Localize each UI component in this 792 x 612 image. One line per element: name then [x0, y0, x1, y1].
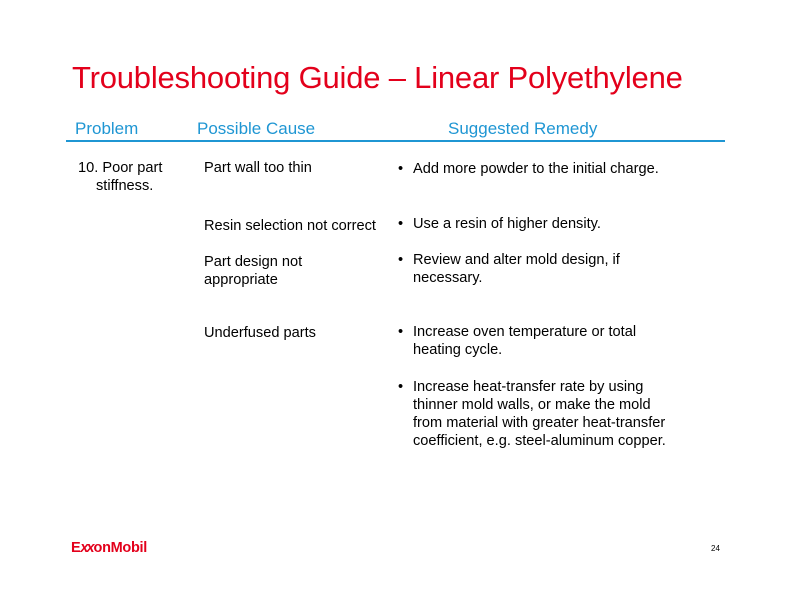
column-header-problem: Problem — [75, 119, 139, 138]
exxonmobil-logo — [71, 540, 147, 556]
column-header-remedy: Suggested Remedy — [448, 119, 598, 138]
bullet-icon: • — [398, 216, 404, 232]
remedy-text-2: Use a resin of higher density. — [413, 216, 601, 232]
bullet-icon: • — [398, 324, 404, 340]
page-number: 24 — [711, 544, 720, 553]
bullet-icon: • — [398, 161, 404, 177]
logo-part-2: onMobil — [93, 540, 147, 556]
remedy-item-3 — [398, 251, 673, 287]
remedy-item-2 — [398, 215, 673, 233]
problem-line-2: stiffness. — [96, 178, 154, 194]
logo-part-1: E — [71, 540, 81, 556]
header-divider — [66, 140, 725, 142]
remedy-item-5 — [398, 378, 673, 450]
cause-3: Part design not appropriate — [204, 254, 303, 288]
bullet-icon: • — [398, 379, 404, 395]
problem-line-1: 10. Poor part — [78, 160, 163, 176]
cause-2: Resin selection not correct — [204, 218, 376, 234]
logo-xx: xx — [80, 540, 93, 556]
page-title: Troubleshooting Guide – Linear Polyethylene — [72, 60, 683, 95]
bullet-icon: • — [398, 252, 404, 268]
remedy-text-1: Add more powder to the initial charge. — [413, 161, 659, 177]
remedy-text-4: Increase oven temperature or total heating cycle. — [413, 324, 637, 358]
remedy-text-3: Review and alter mold design, if necessary. — [413, 252, 620, 286]
problem-cell — [78, 159, 188, 195]
cause-4: Underfused parts — [204, 325, 316, 341]
cause-1: Part wall too thin — [204, 160, 312, 176]
column-header-cause: Possible Cause — [197, 119, 316, 138]
remedy-item-4 — [398, 323, 673, 359]
remedy-text-5: Increase heat-transfer rate by using thinner mold walls, or make the mold from material with greater heat-transfer coefficient, e.g. steel-aluminum copper. — [413, 379, 666, 449]
remedy-item-1 — [398, 160, 673, 178]
